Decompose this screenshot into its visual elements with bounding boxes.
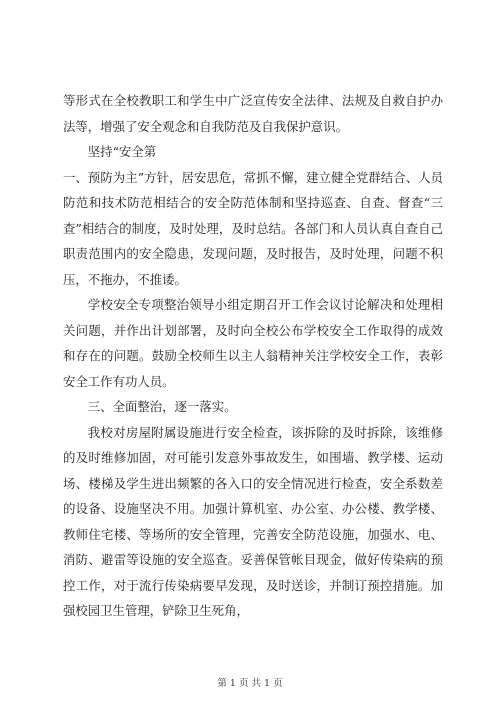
- paragraph-continuation: 等形式在全校教职工和学生中广泛宣传安全法律、法规及自救自护办法等，增强了安全观念和自我防范及自我保护意识。: [63, 93, 443, 134]
- paragraph-leadership-group: 学校安全专项整治领导小组定期召开工作会议讨论解决和处理相关问题，并作出计划部署，及时向全校公布学校安全工作取得的成效和存在的问题。鼓励全校师生以主人翁精神关注学校安全工作，表彰安全工作有功人员。: [63, 297, 443, 389]
- page-footer: 第 1 页 共 1 页: [217, 678, 283, 689]
- paragraph-facility-inspection: 我校对房屋附属设施进行安全检查，该拆除的及时拆除，该维修的及时维修加固，对可能引发意外事故发生，如围墙、教学楼、运动场、楼梯及学生进出频繁的各入口的安全情况进行检查，安全系数差的设备、设施坚决不用。加强计算机室、办公室、办公楼、教学楼、教师住宅楼、等场所的安全管理，完善安全防范设施，加强水、电、消防、避雷等设施的安全巡查。妥善保管帐目现金，做好传染病的预控工作，对于流行传染病要早发现，及时送诊，并制订预控措施。加强校园卫生管理，铲除卫生死角，: [63, 424, 443, 618]
- document-body: [63, 88, 443, 624]
- section-heading-rectification: 三、全面整治，逐一落实。: [87, 399, 237, 414]
- paragraph-principle-heading: 坚持“安全第: [87, 144, 157, 159]
- paragraph-prevention-policy: 一、预防为主”方针，居安思危，常抓不懈，建立健全党群结合、人员防范和技术防范相结合的安全防范体制和坚持巡查、自查、督查“三查”相结合的制度，及时处理，及时总结。各部门和人员认真自查自己职责范围内的安全隐患，发现问题，及时报告，及时处理，问题不积压，不拖办，不推诿。: [63, 169, 443, 287]
